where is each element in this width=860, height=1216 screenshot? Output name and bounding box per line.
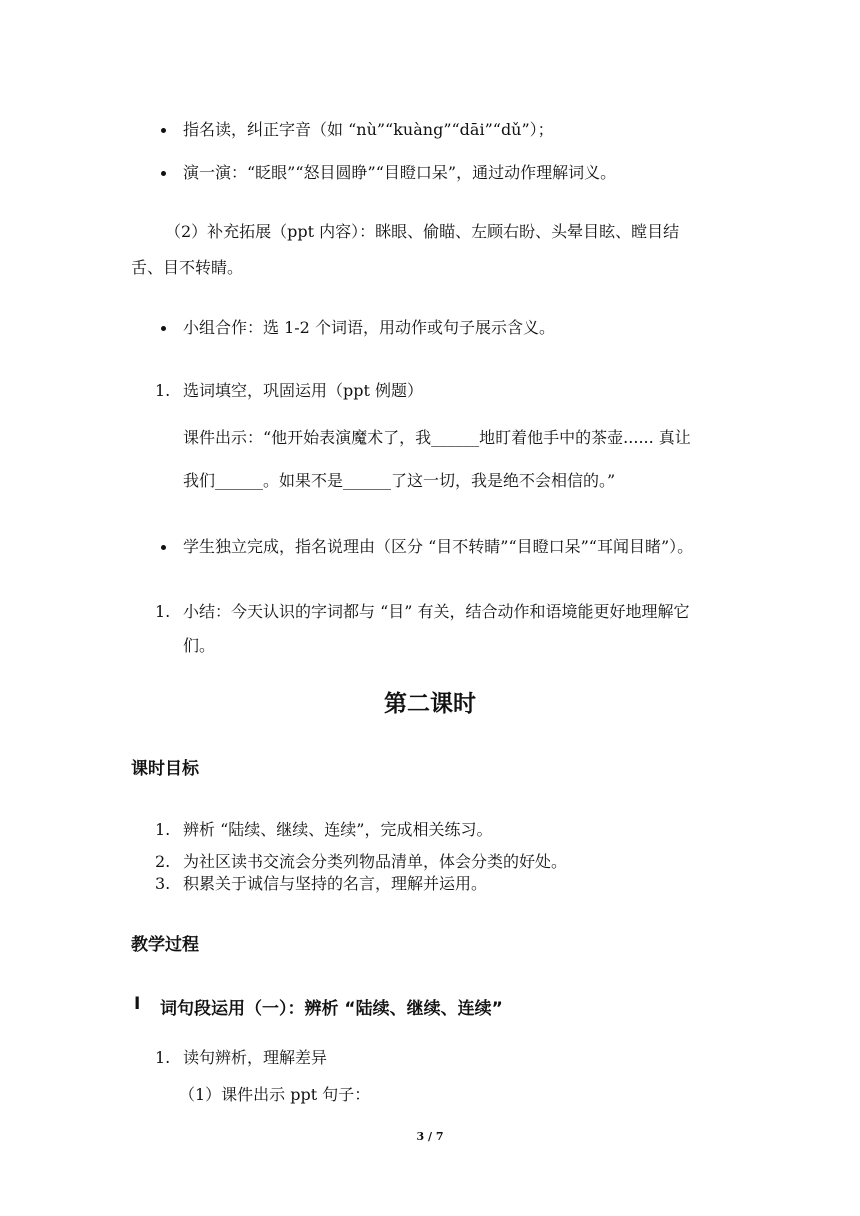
section-title: 第二课时 bbox=[384, 691, 476, 717]
goal-item: 辨析 “陆续、继续、连续”，完成相关练习。 bbox=[183, 820, 493, 839]
list-number: 1. bbox=[155, 602, 171, 621]
list-item: 小结：今天认识的字词都与 “目” 有关，结合动作和语境能更好地理解它 bbox=[183, 602, 690, 621]
process-heading: 教学过程 bbox=[131, 935, 199, 955]
bullet-item: 演一演：“眨眼”“怒目圆睁”“目瞪口呆”，通过动作理解词义。 bbox=[183, 163, 617, 182]
list-number: 1. bbox=[155, 1048, 171, 1067]
bullet-item: 学生独立完成，指名说理由（区分 “目不转睛”“目瞪口呆”“耳闻目睹”）。 bbox=[183, 537, 694, 556]
goal-item: 为社区读书交流会分类列物品清单，体会分类的好处。 bbox=[183, 852, 568, 871]
list-item-line: （1）课件出示 ppt 句子： bbox=[179, 1085, 371, 1104]
list-number: 1. bbox=[155, 381, 171, 400]
sub-heading: 词句段运用（一）：辨析 “陆续、继续、连续” bbox=[160, 999, 503, 1019]
sub-heading-marker: Ⅰ bbox=[134, 994, 141, 1014]
page-number: 3 / 7 bbox=[416, 1130, 444, 1143]
list-item-line: 课件出示：“他开始表演魔术了，我______地盯着他手中的茶壶...... 真让 bbox=[183, 428, 691, 447]
bullet-item: 指名读，纠正字音（如 “nù”“kuàng”“dāi”“dǔ”）； bbox=[183, 120, 554, 139]
list-item: 选词填空，巩固运用（ppt 例题） bbox=[183, 381, 424, 400]
list-number: 3. bbox=[155, 874, 171, 893]
goal-item: 积累关于诚信与坚持的名言，理解并运用。 bbox=[183, 874, 488, 893]
bullet-item: 小组合作：选 1-2 个词语，用动作或句子展示含义。 bbox=[183, 318, 555, 337]
goals-heading: 课时目标 bbox=[131, 759, 199, 779]
list-item-line: 们。 bbox=[183, 636, 216, 655]
list-number: 2. bbox=[155, 852, 171, 871]
list-number: 1. bbox=[155, 820, 171, 839]
paragraph-line: （2）补充拓展（ppt 内容）：眯眼、偷瞄、左顾右盼、头晕目眩、瞠目结 bbox=[165, 222, 680, 241]
list-item-line: 我们______。如果不是______了这一切，我是绝不会相信的。” bbox=[183, 471, 616, 490]
list-item: 读句辨析，理解差异 bbox=[183, 1048, 328, 1067]
paragraph-line: 舌、目不转睛。 bbox=[131, 258, 244, 277]
